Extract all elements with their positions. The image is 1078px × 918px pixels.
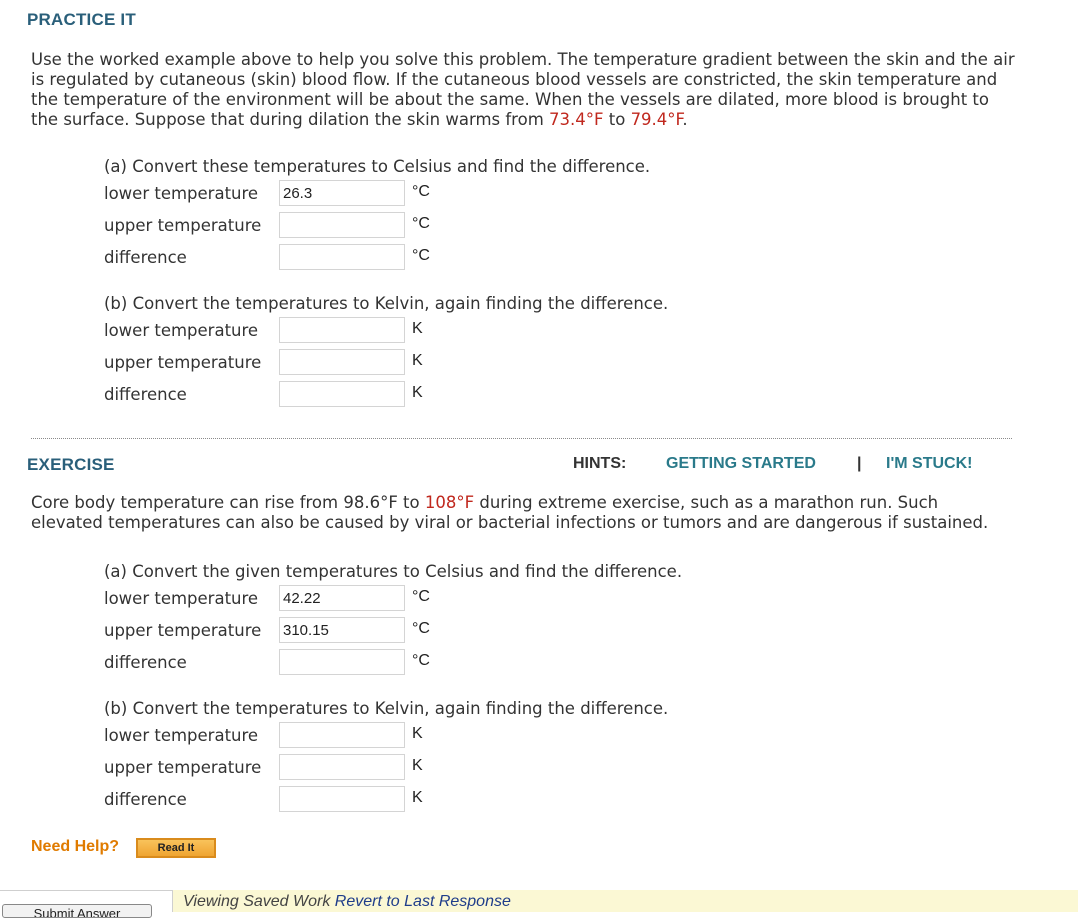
- hint-stuck-link[interactable]: I'M STUCK!: [886, 455, 973, 472]
- practice-b-difference-unit: K: [412, 384, 423, 401]
- exercise-a-difference-input[interactable]: [279, 649, 405, 675]
- exercise-heading: EXERCISE: [27, 455, 115, 474]
- practice-b-upper-input[interactable]: [279, 349, 405, 375]
- practice-b-lower-unit: K: [412, 320, 423, 337]
- practice-paragraph: Use the worked example above to help you solve this problem. The temperature gradient between the skin and the air is regulated by cutaneous (skin) blood flow. If the cutaneous blood vessels are constricted, the skin temperature and the temperature of the environment will be about the same. When the vessels are dilated, more blood is brought to the surface. Suppose that during dilation the skin warms from: [31, 50, 1015, 129]
- exercise-a-lower-unit: °C: [412, 588, 430, 605]
- practice-b-lower-input[interactable]: [279, 317, 405, 343]
- period: .: [682, 110, 688, 129]
- viewing-saved-text: Viewing Saved Work: [183, 893, 335, 910]
- to-word: to: [603, 110, 631, 129]
- practice-part-a-question: (a) Convert these temperatures to Celsius and find the difference.: [104, 157, 651, 176]
- revert-link[interactable]: Revert to Last Response: [334, 893, 511, 910]
- exercise-a-upper-input[interactable]: [279, 617, 405, 643]
- saved-work-banner: [172, 890, 1078, 912]
- practice-heading: PRACTICE IT: [27, 10, 136, 29]
- practice-a-lower-unit: °C: [412, 183, 430, 200]
- exercise-a-difference-label: difference: [104, 653, 187, 672]
- exercise-a-upper-unit: °C: [412, 620, 430, 637]
- exercise-b-upper-label: upper temperature: [104, 758, 262, 777]
- hint-getting-started-wrap: [666, 455, 816, 473]
- exercise-a-lower-label: lower temperature: [104, 589, 259, 608]
- practice-a-upper-unit: °C: [412, 215, 430, 232]
- exercise-a-difference-unit: °C: [412, 652, 430, 669]
- submit-answer-button[interactable]: Submit Answer: [2, 904, 152, 918]
- section-divider: [31, 438, 1012, 439]
- exercise-temp-high: 108°F: [424, 493, 475, 512]
- exercise-b-lower-unit: K: [412, 725, 423, 742]
- exercise-b-difference-unit: K: [412, 789, 423, 806]
- exercise-part-a-question: (a) Convert the given temperatures to Celsius and find the difference.: [104, 562, 683, 581]
- practice-a-difference-input[interactable]: [279, 244, 405, 270]
- exercise-b-upper-unit: K: [412, 757, 423, 774]
- practice-a-lower-input[interactable]: [279, 180, 405, 206]
- exercise-b-lower-label: lower temperature: [104, 726, 259, 745]
- temp-to-value: 79.4°F: [630, 110, 683, 129]
- exercise-b-upper-input[interactable]: [279, 754, 405, 780]
- practice-problem-text: [31, 50, 1021, 130]
- practice-b-upper-label: upper temperature: [104, 353, 262, 372]
- practice-a-lower-label: lower temperature: [104, 184, 259, 203]
- practice-a-difference-label: difference: [104, 248, 187, 267]
- exercise-paragraph-start: Core body temperature can rise from 98.6°F to: [31, 493, 425, 512]
- hints-bar: [573, 455, 626, 473]
- hint-separator: |: [857, 455, 862, 472]
- practice-a-upper-label: upper temperature: [104, 216, 262, 235]
- practice-b-difference-label: difference: [104, 385, 187, 404]
- exercise-b-difference-label: difference: [104, 790, 187, 809]
- temp-from-value: 73.4°F: [549, 110, 604, 129]
- practice-part-b-question: (b) Convert the temperatures to Kelvin, again finding the difference.: [104, 294, 669, 313]
- exercise-problem-text: [31, 493, 991, 533]
- hint-stuck-wrap: [886, 455, 972, 473]
- exercise-a-lower-input[interactable]: [279, 585, 405, 611]
- exercise-b-difference-input[interactable]: [279, 786, 405, 812]
- hints-label: HINTS:: [573, 455, 627, 472]
- need-help-label: Need Help?: [31, 838, 120, 855]
- practice-b-upper-unit: K: [412, 352, 423, 369]
- hint-getting-started-link[interactable]: GETTING STARTED: [666, 455, 816, 472]
- exercise-a-upper-label: upper temperature: [104, 621, 262, 640]
- hint-separator-wrap: [857, 455, 861, 473]
- practice-b-difference-input[interactable]: [279, 381, 405, 407]
- exercise-paragraph-end: during extreme exercise, such as a marathon run. Such elevated temperatures can also be caused by viral or bacterial infections or tumors and are dangerous if sustained.: [31, 493, 989, 532]
- practice-a-upper-input[interactable]: [279, 212, 405, 238]
- practice-a-difference-unit: °C: [412, 247, 430, 264]
- read-it-button[interactable]: Read It: [136, 838, 216, 858]
- exercise-b-lower-input[interactable]: [279, 722, 405, 748]
- exercise-part-b-question: (b) Convert the temperatures to Kelvin, again finding the difference.: [104, 699, 669, 718]
- practice-b-lower-label: lower temperature: [104, 321, 259, 340]
